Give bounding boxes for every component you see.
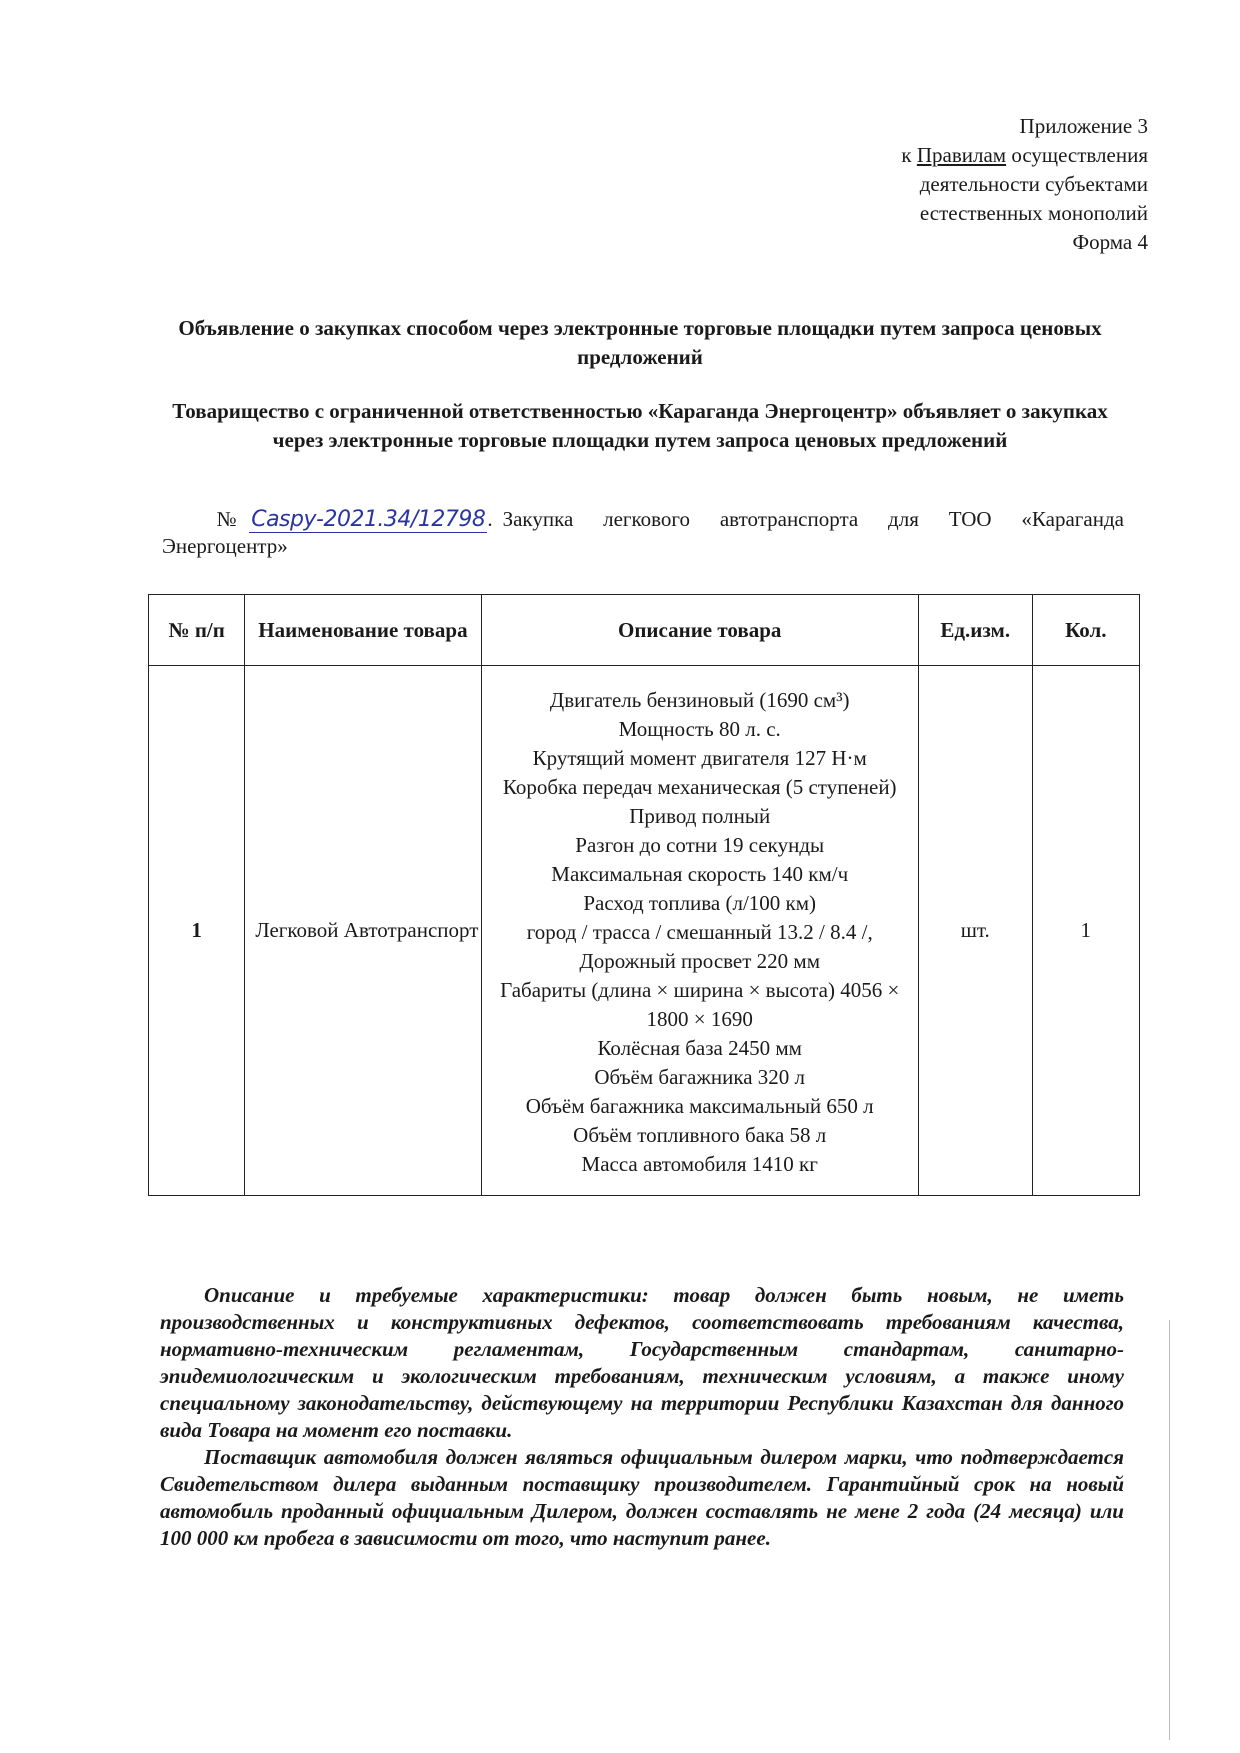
desc-line: город / трасса / смешанный 13.2 / 8.4 /, [526,920,873,944]
header-name: Наименование товара [245,595,481,666]
row-description [481,666,918,1196]
procurement-description: Закупка легкового автотранспорта для ТОО «Караганда Энергоцентр» [162,507,1124,558]
desc-line: Дорожный просвет 220 мм [579,949,821,973]
organization-notice: Товарищество с ограниченной ответственностью «Караганда Энергоцентр» объявляет о закупках через электронные торговые площадки путем запроса ценовых предложений [172,399,1108,452]
desc-line: Мощность 80 л. с. [618,717,781,741]
requirements-paragraph: Описание и требуемые характеристики: товар должен быть новым, не иметь производственных и конструктивных дефектов, соответствовать требованиям качества, нормативно-техническим регламентам, Государственным стандартам, санитарно-эпидемиологическим и экологическим требованиям, техническим условиям, а также иному специальному законодательству, действующему на территории Республики Казахстан для данного вида Товара на момент его поставки. [160,1283,1124,1442]
desc-line: Привод полный [629,804,771,828]
table-header-row [149,595,1140,666]
row-unit: шт. [918,666,1032,1196]
scan-edge-line [1169,1320,1170,1740]
appendix-block [901,112,1148,257]
desc-line: Масса автомобиля 1410 кг [581,1152,818,1176]
rules-link[interactable]: Правилам [916,143,1007,167]
desc-line: Максимальная скорость 140 км/ч [551,862,849,886]
announcement-title: Объявление о закупках способом через электронные торговые площадки путем запроса ценовых предложений [178,316,1102,369]
header-qty: Кол. [1032,595,1139,666]
row-num: 1 [149,666,245,1196]
goods-table [148,594,1140,1196]
header-unit: Ед.изм. [918,595,1032,666]
desc-line: Двигатель бензиновый (1690 см³) [549,688,850,712]
desc-line: Объём топливного бака 58 л [573,1123,827,1147]
desc-line: Объём багажника максимальный 650 л [525,1094,874,1118]
desc-line: Крутящий момент двигателя 127 Н·м [532,746,867,770]
form-number: Форма 4 [1072,230,1148,254]
dealer-warranty-paragraph: Поставщик автомобиля должен являться официальным дилером марки, что подтверждается Свидетельством дилера выданным поставщику производителем. Гарантийный срок на новый автомобиль проданный официальным Дилером, должен составлять не мене 2 года (24 месяца) или 100 000 км пробега в зависимости от того, что наступит ранее. [160,1445,1124,1550]
desc-line: Колёсная база 2450 мм [597,1036,802,1060]
desc-line: Габариты (длина × ширина × высота) 4056 × 1800 × 1690 [500,978,900,1031]
row-name: Легковой Автотранспорт [245,666,481,1196]
appendix-line-3: деятельности субъектами [919,172,1148,196]
desc-line: Расход топлива (л/100 км) [583,891,817,915]
appendix-line-4: естественных монополий [919,201,1148,225]
desc-line: Разгон до сотни 19 секунды [575,833,825,857]
appendix-number: Приложение 3 [1019,114,1148,138]
appendix-rules-line: к Правилам осуществления [901,143,1148,167]
table-row [149,666,1140,1196]
number-sign: № [206,507,248,531]
desc-line: Коробка передач механическая (5 ступеней) [502,775,897,799]
desc-line: Объём багажника 320 л [594,1065,806,1089]
header-description: Описание товара [481,595,918,666]
row-qty: 1 [1032,666,1139,1196]
handwritten-procurement-number: Casру-2021.34/12798 [251,507,486,532]
header-num: № п/п [149,595,245,666]
procurement-line: № Casру-2021.34/12798. Закупка легкового автотранспорта для ТОО «Караганда Энергоцентр» [162,507,1124,558]
